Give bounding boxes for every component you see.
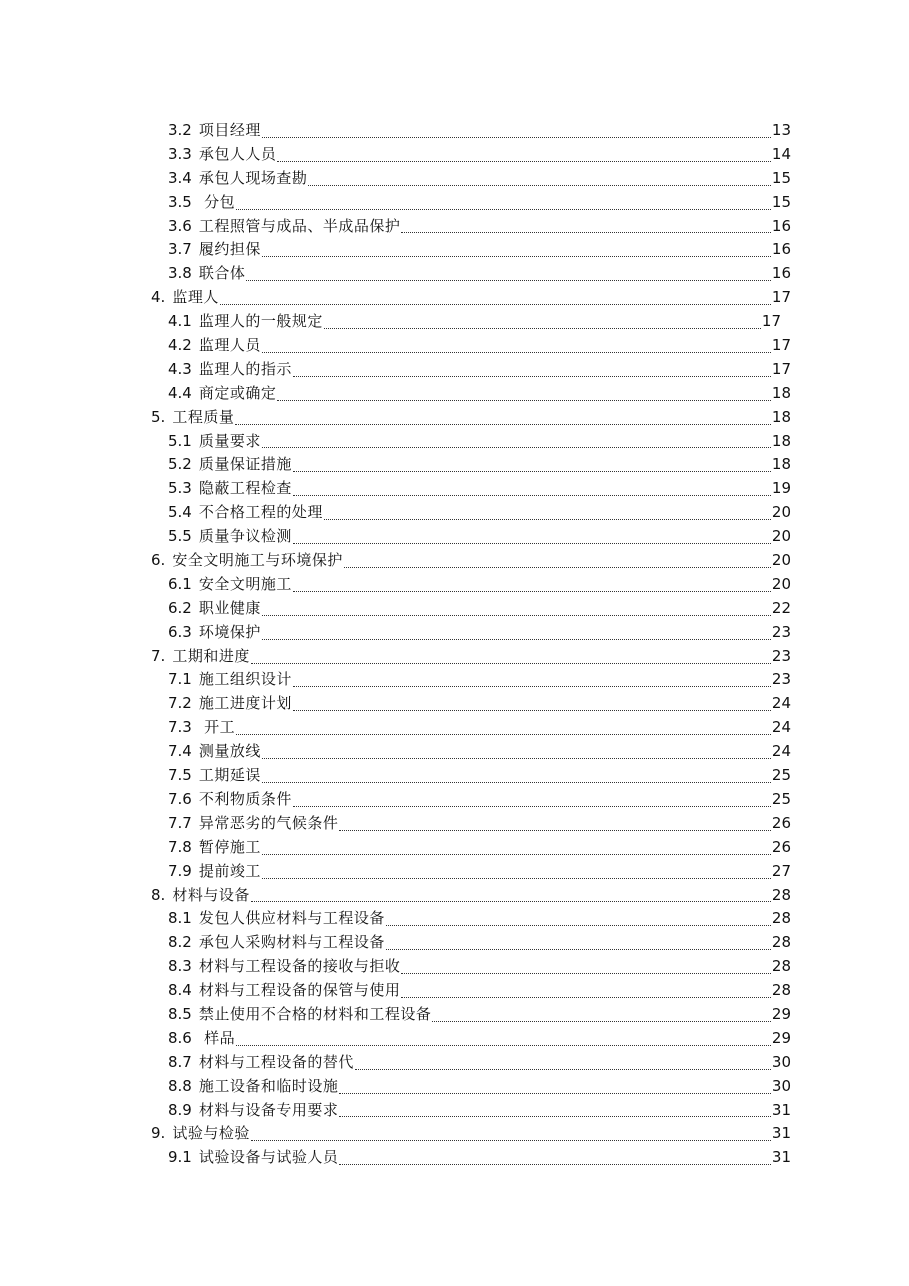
toc-section-number: 6.2 bbox=[168, 598, 192, 617]
toc-section-title: 测量放线 bbox=[198, 742, 261, 761]
toc-page-number: 13 bbox=[771, 121, 791, 139]
toc-entry-line bbox=[168, 907, 791, 931]
toc-entry[interactable] bbox=[0, 860, 909, 884]
toc-section-number: 3.8 bbox=[168, 264, 192, 283]
toc-dot-leader bbox=[293, 471, 771, 472]
toc-section-title: 工期和进度 bbox=[172, 646, 250, 665]
toc-page-number: 16 bbox=[771, 240, 791, 259]
toc-dot-leader bbox=[401, 997, 771, 998]
toc-section-number: 8.8 bbox=[168, 1076, 192, 1095]
toc-section-title: 安全文明施工 bbox=[198, 574, 292, 593]
toc-dot-leader bbox=[262, 639, 771, 640]
toc-entry-line bbox=[168, 382, 791, 406]
toc-entry[interactable] bbox=[0, 262, 909, 286]
toc-section-title: 监理人 bbox=[172, 288, 219, 307]
toc-section-number: 5.5 bbox=[168, 527, 192, 546]
toc-section-number: 3.4 bbox=[168, 168, 192, 187]
toc-entry-line bbox=[168, 1075, 791, 1099]
toc-section-title: 承包人现场查勘 bbox=[198, 168, 308, 187]
toc-entry-line bbox=[168, 262, 791, 286]
toc-section-number: 8.6 bbox=[168, 1028, 192, 1047]
toc-entry[interactable] bbox=[0, 525, 909, 549]
toc-dot-leader bbox=[235, 424, 771, 425]
toc-page-number: 31 bbox=[771, 1148, 791, 1167]
toc-entry[interactable] bbox=[0, 286, 909, 310]
toc-page-number: 28 bbox=[771, 957, 791, 976]
toc-section-number: 4. bbox=[151, 288, 166, 307]
toc-dot-leader bbox=[293, 806, 771, 807]
toc-entry[interactable] bbox=[0, 740, 909, 764]
toc-entry[interactable] bbox=[0, 501, 909, 525]
toc-section-title: 试验与检验 bbox=[172, 1124, 250, 1143]
toc-entry-line bbox=[168, 692, 791, 716]
toc-dot-leader bbox=[277, 400, 771, 401]
toc-section-title: 禁止使用不合格的材料和工程设备 bbox=[198, 1004, 432, 1023]
toc-entry[interactable] bbox=[0, 884, 909, 908]
toc-entry-line bbox=[168, 167, 791, 191]
toc-page-number: 25 bbox=[771, 766, 791, 785]
toc-section-number: 3.5 bbox=[168, 192, 192, 211]
toc-section-title: 材料与设备专用要求 bbox=[198, 1100, 339, 1119]
toc-entry-line bbox=[168, 812, 791, 836]
table-of-contents bbox=[0, 119, 909, 1170]
toc-dot-leader bbox=[339, 1164, 771, 1165]
toc-dot-leader bbox=[401, 232, 771, 233]
toc-dot-leader bbox=[293, 591, 771, 592]
toc-section-title: 施工进度计划 bbox=[198, 694, 292, 713]
toc-entry[interactable] bbox=[0, 382, 909, 406]
toc-section-number: 7.5 bbox=[168, 766, 192, 785]
toc-entry[interactable] bbox=[0, 191, 909, 215]
toc-section-title: 试验设备与试验人员 bbox=[198, 1148, 339, 1167]
toc-section-number: 6.1 bbox=[168, 574, 192, 593]
toc-section-title: 材料与工程设备的保管与使用 bbox=[198, 981, 401, 1000]
toc-section-title: 异常恶劣的气候条件 bbox=[198, 813, 339, 832]
toc-section-number: 7.4 bbox=[168, 742, 192, 761]
toc-section-title: 分包 bbox=[198, 192, 236, 211]
toc-entry-line bbox=[151, 645, 791, 669]
toc-entry-line bbox=[151, 406, 791, 430]
toc-entry-line bbox=[168, 979, 791, 1003]
toc-dot-leader bbox=[339, 1116, 771, 1117]
toc-section-number: 8.3 bbox=[168, 957, 192, 976]
toc-entry[interactable] bbox=[0, 907, 909, 931]
toc-dot-leader bbox=[262, 447, 771, 448]
toc-section-number: 8.5 bbox=[168, 1004, 192, 1023]
toc-page-number: 31 bbox=[771, 1124, 791, 1143]
toc-entry[interactable] bbox=[0, 979, 909, 1003]
toc-entry[interactable] bbox=[0, 788, 909, 812]
toc-dot-leader bbox=[293, 376, 771, 377]
toc-section-number: 3.2 bbox=[168, 121, 192, 139]
toc-dot-leader bbox=[262, 256, 771, 257]
toc-dot-leader bbox=[324, 328, 761, 329]
toc-page-number: 18 bbox=[771, 407, 791, 426]
toc-page-number: 20 bbox=[771, 551, 791, 570]
toc-page-number: 23 bbox=[771, 622, 791, 641]
toc-section-number: 7.1 bbox=[168, 670, 192, 689]
toc-entry[interactable] bbox=[0, 215, 909, 239]
toc-page-number: 26 bbox=[771, 813, 791, 832]
toc-dot-leader bbox=[355, 1069, 771, 1070]
toc-dot-leader bbox=[262, 782, 771, 783]
toc-section-title: 安全文明施工与环境保护 bbox=[172, 551, 343, 570]
toc-entry[interactable] bbox=[0, 692, 909, 716]
toc-dot-leader bbox=[293, 686, 771, 687]
toc-entry-line bbox=[168, 573, 791, 597]
toc-section-title: 发包人供应材料与工程设备 bbox=[198, 909, 385, 928]
toc-page-number: 20 bbox=[771, 574, 791, 593]
toc-dot-leader bbox=[236, 734, 771, 735]
toc-page-number: 24 bbox=[771, 742, 791, 761]
toc-section-title: 质量争议检测 bbox=[198, 527, 292, 546]
toc-entry[interactable] bbox=[0, 477, 909, 501]
toc-entry-line bbox=[168, 501, 791, 525]
toc-section-number: 3.3 bbox=[168, 144, 192, 163]
toc-section-number: 8.2 bbox=[168, 933, 192, 952]
toc-section-number: 6. bbox=[151, 551, 166, 570]
toc-section-title: 材料与设备 bbox=[172, 885, 250, 904]
toc-section-number: 5. bbox=[151, 407, 166, 426]
toc-dot-leader bbox=[386, 925, 771, 926]
toc-page-number: 14 bbox=[771, 144, 791, 163]
toc-entry-line bbox=[168, 334, 791, 358]
toc-section-title: 质量保证措施 bbox=[198, 455, 292, 474]
toc-page-number: 30 bbox=[771, 1052, 791, 1071]
toc-section-number: 7.9 bbox=[168, 861, 192, 880]
toc-section-number: 5.3 bbox=[168, 479, 192, 498]
toc-page-number: 23 bbox=[771, 646, 791, 665]
toc-entry[interactable] bbox=[0, 645, 909, 669]
toc-page-number: 20 bbox=[771, 503, 791, 522]
toc-page-number: 18 bbox=[771, 431, 791, 450]
toc-dot-leader bbox=[251, 663, 771, 664]
toc-page-number: 22 bbox=[771, 598, 791, 617]
toc-page-number: 18 bbox=[771, 455, 791, 474]
toc-section-title: 承包人人员 bbox=[198, 144, 277, 163]
toc-entry-line bbox=[168, 215, 791, 239]
toc-page-number: 20 bbox=[771, 527, 791, 546]
toc-entry[interactable] bbox=[0, 812, 909, 836]
toc-section-number: 8.7 bbox=[168, 1052, 192, 1071]
toc-entry-line bbox=[168, 191, 791, 215]
toc-section-title: 环境保护 bbox=[198, 622, 261, 641]
toc-section-number: 7.7 bbox=[168, 813, 192, 832]
toc-dot-leader bbox=[251, 901, 771, 902]
toc-page-number: 29 bbox=[771, 1028, 791, 1047]
toc-section-title: 施工设备和临时设施 bbox=[198, 1076, 339, 1095]
toc-section-title: 不合格工程的处理 bbox=[198, 503, 323, 522]
toc-section-title: 履约担保 bbox=[198, 240, 261, 259]
toc-dot-leader bbox=[236, 209, 771, 210]
toc-section-title: 质量要求 bbox=[198, 431, 261, 450]
toc-section-number: 4.4 bbox=[168, 383, 192, 402]
toc-section-number: 8. bbox=[151, 885, 166, 904]
toc-dot-leader bbox=[339, 1093, 771, 1094]
toc-entry-line bbox=[151, 286, 791, 310]
toc-dot-leader bbox=[262, 352, 771, 353]
toc-dot-leader bbox=[293, 543, 771, 544]
toc-entry-line bbox=[168, 836, 791, 860]
toc-entry[interactable] bbox=[0, 1099, 909, 1123]
toc-page-number: 24 bbox=[771, 718, 791, 737]
toc-section-number: 5.4 bbox=[168, 503, 192, 522]
toc-section-title: 联合体 bbox=[198, 264, 246, 283]
toc-section-number: 4.2 bbox=[168, 336, 192, 355]
toc-entry-line bbox=[168, 1099, 791, 1123]
toc-entry[interactable] bbox=[0, 931, 909, 955]
toc-entry[interactable] bbox=[0, 573, 909, 597]
toc-entry[interactable] bbox=[0, 1051, 909, 1075]
toc-section-number: 7. bbox=[151, 646, 166, 665]
toc-entry-line bbox=[168, 1027, 791, 1051]
toc-dot-leader bbox=[432, 1021, 771, 1022]
toc-section-number: 6.3 bbox=[168, 622, 192, 641]
toc-dot-leader bbox=[262, 878, 771, 879]
toc-section-title: 项目经理 bbox=[198, 121, 261, 139]
toc-dot-leader bbox=[262, 854, 771, 855]
toc-section-title: 商定或确定 bbox=[198, 383, 277, 402]
toc-page-number: 16 bbox=[771, 264, 791, 283]
toc-page-number: 15 bbox=[771, 192, 791, 211]
toc-entry[interactable] bbox=[0, 1075, 909, 1099]
toc-section-title: 开工 bbox=[198, 718, 236, 737]
toc-page-number: 25 bbox=[771, 789, 791, 808]
toc-entry-line bbox=[168, 430, 791, 454]
toc-entry-line bbox=[168, 119, 791, 143]
toc-section-number: 7.6 bbox=[168, 789, 192, 808]
toc-page-number: 30 bbox=[771, 1076, 791, 1095]
toc-page-number: 17 bbox=[771, 288, 791, 307]
toc-section-title: 隐蔽工程检查 bbox=[198, 479, 292, 498]
toc-section-number: 9.1 bbox=[168, 1148, 192, 1167]
toc-section-number: 4.3 bbox=[168, 359, 192, 378]
toc-entry-line bbox=[168, 860, 791, 884]
toc-entry-line bbox=[168, 931, 791, 955]
toc-entry-line bbox=[168, 358, 791, 382]
toc-page-number: 27 bbox=[771, 861, 791, 880]
toc-dot-leader bbox=[344, 567, 771, 568]
toc-page-number: 26 bbox=[771, 837, 791, 856]
toc-section-number: 8.9 bbox=[168, 1100, 192, 1119]
toc-entry[interactable] bbox=[0, 1122, 909, 1146]
toc-section-number: 5.1 bbox=[168, 431, 192, 450]
toc-page-number: 18 bbox=[771, 383, 791, 402]
toc-page-number: 28 bbox=[771, 885, 791, 904]
toc-section-number: 7.8 bbox=[168, 837, 192, 856]
toc-section-title: 工期延误 bbox=[198, 766, 261, 785]
toc-dot-leader bbox=[236, 1045, 771, 1046]
toc-entry[interactable] bbox=[0, 764, 909, 788]
toc-dot-leader bbox=[262, 758, 771, 759]
toc-page-number: 28 bbox=[771, 981, 791, 1000]
toc-entry[interactable] bbox=[0, 549, 909, 573]
toc-entry[interactable] bbox=[0, 358, 909, 382]
toc-page-number: 16 bbox=[771, 216, 791, 235]
toc-section-number: 7.2 bbox=[168, 694, 192, 713]
toc-entry[interactable] bbox=[0, 430, 909, 454]
toc-section-title: 提前竣工 bbox=[198, 861, 261, 880]
toc-page-number: 28 bbox=[771, 909, 791, 928]
toc-entry[interactable] bbox=[0, 716, 909, 740]
toc-entry[interactable] bbox=[0, 1146, 909, 1170]
toc-dot-leader bbox=[246, 280, 771, 281]
toc-page-number: 19 bbox=[771, 479, 791, 498]
toc-dot-leader bbox=[251, 1140, 771, 1141]
toc-entry-line bbox=[168, 1051, 791, 1075]
toc-section-title: 监理人的指示 bbox=[198, 359, 292, 378]
toc-page-number: 31 bbox=[771, 1100, 791, 1119]
toc-entry-line bbox=[168, 764, 791, 788]
toc-entry[interactable] bbox=[0, 143, 909, 167]
toc-entry-line bbox=[168, 525, 791, 549]
toc-entry-line bbox=[168, 621, 791, 645]
toc-page-number: 28 bbox=[771, 933, 791, 952]
toc-dot-leader bbox=[339, 830, 771, 831]
toc-entry-line bbox=[168, 955, 791, 979]
toc-entry-line bbox=[168, 788, 791, 812]
toc-section-number: 7.3 bbox=[168, 718, 192, 737]
toc-section-title: 工程照管与成品、半成品保护 bbox=[198, 216, 401, 235]
toc-section-title: 工程质量 bbox=[172, 407, 235, 426]
toc-entry-line bbox=[151, 1122, 791, 1146]
toc-section-number: 4.1 bbox=[168, 312, 192, 331]
toc-section-title: 暂停施工 bbox=[198, 837, 261, 856]
toc-page-number: 24 bbox=[771, 694, 791, 713]
toc-page-number: 17 bbox=[761, 312, 781, 331]
toc-section-title: 承包人采购材料与工程设备 bbox=[198, 933, 385, 952]
toc-dot-leader bbox=[220, 304, 771, 305]
toc-section-number: 9. bbox=[151, 1124, 166, 1143]
toc-entry-line bbox=[168, 1146, 791, 1170]
toc-entry[interactable] bbox=[0, 668, 909, 692]
toc-section-title: 样品 bbox=[198, 1028, 236, 1047]
toc-section-number: 3.7 bbox=[168, 240, 192, 259]
toc-dot-leader bbox=[277, 161, 771, 162]
toc-dot-leader bbox=[262, 615, 771, 616]
toc-section-number: 8.1 bbox=[168, 909, 192, 928]
toc-page-number: 17 bbox=[771, 336, 791, 355]
toc-entry-line bbox=[168, 143, 791, 167]
toc-page-number: 23 bbox=[771, 670, 791, 689]
toc-entry-line bbox=[168, 1003, 791, 1027]
toc-dot-leader bbox=[293, 710, 771, 711]
toc-page-number: 17 bbox=[771, 359, 791, 378]
toc-dot-leader bbox=[401, 973, 771, 974]
toc-entry-line bbox=[168, 740, 791, 764]
toc-entry[interactable] bbox=[0, 238, 909, 262]
toc-section-number: 3.6 bbox=[168, 216, 192, 235]
toc-entry-line bbox=[151, 884, 791, 908]
toc-section-number: 5.2 bbox=[168, 455, 192, 474]
toc-entry-line bbox=[151, 549, 791, 573]
toc-entry-line bbox=[168, 597, 791, 621]
toc-entry[interactable] bbox=[0, 334, 909, 358]
toc-section-title: 职业健康 bbox=[198, 598, 261, 617]
toc-dot-leader bbox=[293, 495, 771, 496]
toc-section-title: 监理人的一般规定 bbox=[198, 312, 323, 331]
toc-entry[interactable] bbox=[0, 119, 909, 143]
toc-section-title: 不利物质条件 bbox=[198, 789, 292, 808]
toc-entry[interactable] bbox=[0, 836, 909, 860]
toc-dot-leader bbox=[386, 949, 771, 950]
toc-entry[interactable] bbox=[0, 310, 909, 334]
toc-section-title: 材料与工程设备的接收与拒收 bbox=[198, 957, 401, 976]
toc-dot-leader bbox=[324, 519, 771, 520]
toc-entry-line bbox=[168, 238, 791, 262]
toc-section-title: 材料与工程设备的替代 bbox=[198, 1052, 354, 1071]
toc-section-title: 施工组织设计 bbox=[198, 670, 292, 689]
toc-section-number: 8.4 bbox=[168, 981, 192, 1000]
toc-entry[interactable] bbox=[0, 453, 909, 477]
toc-entry-line bbox=[168, 668, 791, 692]
toc-entry-line bbox=[168, 310, 781, 334]
toc-page-number: 15 bbox=[771, 168, 791, 187]
toc-entry[interactable] bbox=[0, 597, 909, 621]
toc-dot-leader bbox=[262, 137, 771, 138]
toc-entry[interactable] bbox=[0, 406, 909, 430]
toc-entry-line bbox=[168, 716, 791, 740]
toc-entry[interactable] bbox=[0, 1003, 909, 1027]
toc-entry[interactable] bbox=[0, 167, 909, 191]
toc-dot-leader bbox=[308, 185, 771, 186]
toc-entry-line bbox=[168, 477, 791, 501]
toc-entry[interactable] bbox=[0, 955, 909, 979]
toc-entry[interactable] bbox=[0, 1027, 909, 1051]
toc-entry[interactable] bbox=[0, 621, 909, 645]
toc-page-number: 29 bbox=[771, 1004, 791, 1023]
toc-entry-line bbox=[168, 453, 791, 477]
toc-section-title: 监理人员 bbox=[198, 336, 261, 355]
